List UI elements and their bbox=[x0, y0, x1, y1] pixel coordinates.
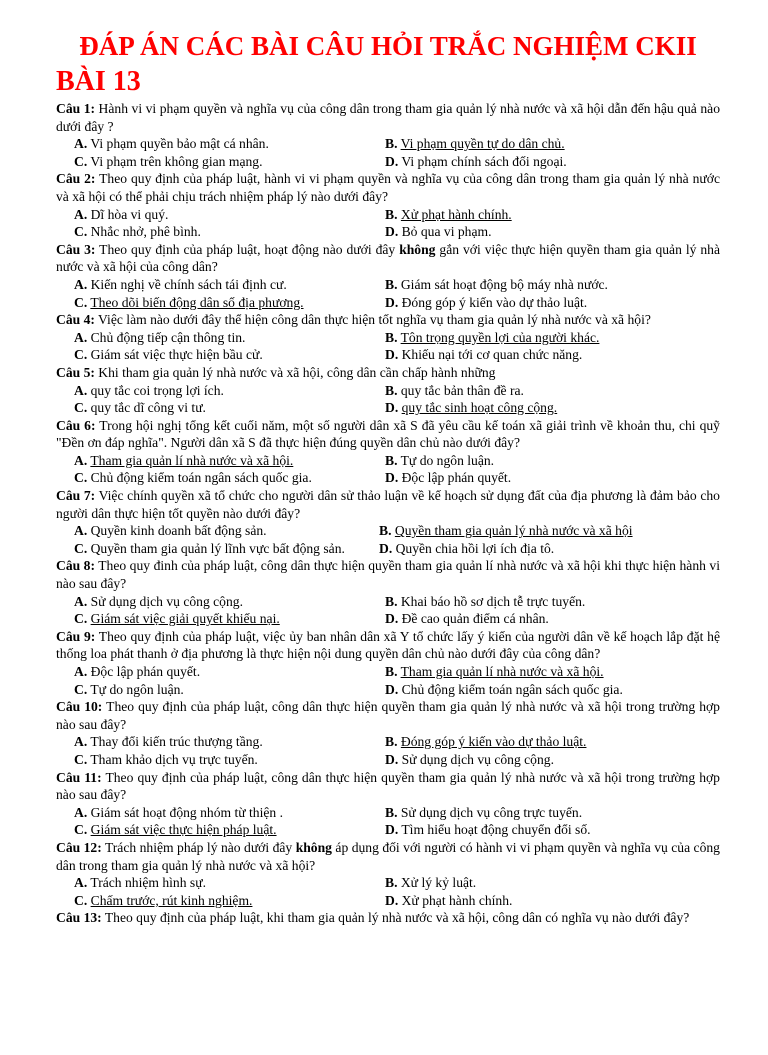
option-text: Bỏ qua vi phạm. bbox=[398, 224, 492, 240]
question-label: Câu 8: bbox=[56, 558, 95, 574]
question-block bbox=[56, 170, 720, 240]
question-text bbox=[56, 417, 720, 452]
question-text bbox=[56, 698, 720, 733]
option-text: Sử dụng dịch vụ công cộng. bbox=[87, 593, 243, 609]
question-stem: Việc làm nào dưới đây thể hiện công dân thực hiện tốt nghĩa vụ tham gia quản lý nhà nước và xã hội? bbox=[94, 312, 651, 328]
answer-option bbox=[74, 733, 385, 751]
question-text bbox=[56, 241, 720, 276]
question-label: Câu 11: bbox=[56, 769, 102, 785]
correct-answer-text: Xử phạt hành chính. bbox=[400, 206, 512, 222]
answer-option bbox=[74, 751, 385, 769]
question-stem: Theo quy định của pháp luật, khi tham gia quản lý nhà nước và xã hội, công dân có nghĩa vụ nào dưới đây? bbox=[101, 910, 690, 926]
correct-answer-text: Đóng góp ý kiến vào dự thảo luật. bbox=[400, 734, 587, 750]
option-letter: B. bbox=[385, 875, 398, 891]
option-text: Trách nhiệm hình sự. bbox=[87, 875, 206, 891]
option-text: Tham khảo dịch vụ trực tuyến. bbox=[87, 751, 258, 767]
question-stem: Khi tham gia quản lý nhà nước và xã hội, công dân cần chấp hành những bbox=[94, 364, 496, 380]
question-label: Câu 6: bbox=[56, 417, 96, 433]
question-label: Câu 5: bbox=[56, 364, 95, 380]
answer-option bbox=[74, 294, 385, 312]
option-letter: C. bbox=[74, 822, 88, 838]
option-letter: B. bbox=[385, 593, 398, 609]
document-title: ĐÁP ÁN CÁC BÀI CÂU HỎI TRẮC NGHIỆM CKII bbox=[79, 31, 697, 61]
question-stem: Theo quy định của pháp luật, công dân thực hiện quyền tham gia quản lý nhà nước và xã hội trong trường hợp nào sau đây? bbox=[56, 699, 720, 732]
answer-option bbox=[74, 469, 385, 487]
answer-option bbox=[385, 804, 720, 822]
question-label: Câu 9: bbox=[56, 628, 96, 644]
question-label: Câu 13: bbox=[56, 910, 102, 926]
option-text: Quyền kinh doanh bất động sản. bbox=[87, 523, 267, 539]
option-text: Chủ động kiểm toán ngân sách quốc gia. bbox=[87, 470, 312, 486]
answer-option bbox=[385, 610, 720, 628]
question-text bbox=[56, 170, 720, 205]
option-text: Vi phạm trên không gian mạng. bbox=[87, 153, 263, 169]
option-letter: C. bbox=[74, 400, 88, 416]
option-letter: C. bbox=[74, 540, 88, 556]
question-label: Câu 10: bbox=[56, 699, 103, 715]
option-letter: C. bbox=[74, 294, 88, 310]
lesson-heading: BÀI 13 bbox=[56, 66, 141, 97]
answer-option bbox=[385, 223, 720, 241]
option-text: Xử lý kỷ luật. bbox=[397, 875, 477, 891]
option-letter: A. bbox=[74, 734, 88, 750]
correct-answer-text: Tham gia quản lí nhà nước và xã hội. bbox=[90, 452, 294, 468]
option-letter: B. bbox=[379, 523, 392, 539]
answer-option bbox=[74, 206, 385, 224]
question-stem: Theo quy đinh của pháp luật, công dân thực hiện quyền tham gia quản lí nhà nước và xã hội khi thực hiện hành vi nào sau đây? bbox=[56, 558, 720, 592]
option-text: Tự do ngôn luận. bbox=[397, 452, 495, 468]
option-letter: A. bbox=[74, 136, 88, 152]
option-text: Vi phạm quyền bảo mật cá nhân. bbox=[87, 136, 269, 152]
question-stem: Theo quy định của pháp luật, việc ủy ban nhân dân xã Y tổ chức lấy ý kiến của người dân về kế hoạch lắp đặt hệ thống loa phát thanh ở địa phương là thực hiện nội dung quyền dân chủ nào dưới đây của công dân? bbox=[56, 628, 720, 662]
option-text: Khiếu nại tới cơ quan chức năng. bbox=[398, 347, 583, 363]
answer-option bbox=[385, 593, 720, 611]
answer-option bbox=[385, 135, 720, 153]
option-letter: B. bbox=[385, 329, 398, 345]
correct-answer-text: Vi phạm quyền tự do dân chủ. bbox=[400, 136, 565, 152]
question-text bbox=[56, 909, 720, 927]
question-block bbox=[56, 417, 720, 487]
option-text: Xử phạt hành chính. bbox=[398, 892, 513, 908]
question-stem: Theo quy định của pháp luật, công dân thực hiện quyền tham gia quản lý nhà nước và xã hội trong trường hợp nào sau đây? bbox=[56, 769, 720, 803]
option-text: Tự do ngôn luận. bbox=[87, 681, 184, 697]
option-letter: C. bbox=[74, 224, 88, 240]
question-keyword: không bbox=[399, 241, 436, 257]
correct-answer-text: Chấm trước, rút kinh nghiệm. bbox=[90, 892, 253, 908]
answer-options bbox=[56, 522, 720, 557]
correct-answer-text: Theo dõi biến động dân số địa phương. bbox=[90, 294, 304, 310]
option-letter: B. bbox=[385, 276, 398, 292]
option-text: Giám sát hoạt động bộ máy nhà nước. bbox=[397, 276, 608, 292]
option-text: Quyền chia hồi lợi ích địa tô. bbox=[392, 540, 555, 556]
correct-answer-text: Giám sát việc thực hiện pháp luật. bbox=[90, 822, 277, 838]
option-letter: A. bbox=[74, 382, 88, 398]
option-letter: D. bbox=[385, 681, 399, 697]
option-text: Kiến nghị về chính sách tái định cư. bbox=[87, 276, 287, 292]
question-label: Câu 3: bbox=[56, 241, 96, 257]
option-letter: A. bbox=[74, 875, 88, 891]
answer-option bbox=[385, 751, 720, 769]
question-text bbox=[56, 769, 720, 804]
answer-options bbox=[56, 329, 720, 364]
correct-answer-text: Tham gia quản lí nhà nước và xã hội. bbox=[400, 664, 604, 679]
option-letter: C. bbox=[74, 892, 88, 908]
option-letter: A. bbox=[74, 523, 88, 539]
option-text: Dĩ hòa vi quý. bbox=[87, 206, 169, 222]
answer-options bbox=[56, 804, 720, 839]
answer-option bbox=[385, 382, 720, 400]
option-letter: D. bbox=[385, 224, 399, 240]
correct-answer-text: Tôn trọng quyền lợi của người khác. bbox=[400, 329, 600, 345]
option-text: quy tắc coi trọng lợi ích. bbox=[87, 382, 224, 398]
question-stem: Theo quy định của pháp luật, hoạt động nào dưới đây bbox=[95, 241, 400, 257]
option-text: Vi phạm chính sách đối ngoại. bbox=[398, 153, 567, 169]
option-letter: A. bbox=[74, 804, 88, 820]
question-text bbox=[56, 100, 720, 135]
correct-answer-text: Giám sát việc giải quyết khiếu nại. bbox=[90, 611, 280, 627]
question-block bbox=[56, 769, 720, 839]
option-letter: D. bbox=[385, 892, 399, 908]
answer-option bbox=[74, 663, 385, 681]
option-text: Chủ động tiếp cận thông tin. bbox=[87, 329, 246, 345]
question-text bbox=[56, 628, 720, 663]
answer-option bbox=[385, 663, 720, 681]
answer-option bbox=[385, 399, 720, 417]
answer-option bbox=[385, 206, 720, 224]
correct-answer-text: Quyền tham gia quản lý nhà nước và xã hội bbox=[394, 523, 633, 539]
question-block bbox=[56, 311, 720, 364]
question-block bbox=[56, 839, 720, 909]
question-block bbox=[56, 100, 720, 170]
question-label: Câu 4: bbox=[56, 312, 95, 328]
option-letter: D. bbox=[385, 400, 399, 416]
option-letter: C. bbox=[74, 611, 88, 627]
option-letter: A. bbox=[74, 593, 88, 609]
option-letter: D. bbox=[385, 470, 399, 486]
question-stem: Trách nhiệm pháp lý nào dưới đây bbox=[101, 839, 296, 855]
correct-answer-text: quy tắc sinh hoạt công cộng. bbox=[401, 400, 558, 416]
question-label: Câu 2: bbox=[56, 171, 96, 187]
question-stem: Hành vi vi phạm quyền và nghĩa vụ của công dân trong tham gia quản lý nhà nước và xã hội dẫn đến hậu quả nào dưới đây ? bbox=[56, 101, 720, 134]
answer-option bbox=[74, 329, 385, 347]
answer-option bbox=[385, 294, 720, 312]
option-letter: A. bbox=[74, 276, 88, 292]
question-stem: Trong hội nghị tổng kết cuối năm, một số người dân xã S đã yêu cầu kế toán xã giải trình về khoản thu, chi quỹ "Đền ơn đáp nghĩa". Người dân xã S đã thực hiện đúng quyền dân chủ nào dưới đây? bbox=[56, 417, 720, 451]
option-text: Đề cao quản điểm cá nhân. bbox=[398, 611, 549, 627]
option-letter: B. bbox=[385, 804, 398, 820]
option-letter: C. bbox=[74, 347, 88, 363]
option-text: Nhắc nhở, phê bình. bbox=[87, 224, 201, 240]
question-keyword: không bbox=[295, 839, 332, 855]
question-block bbox=[56, 698, 720, 768]
option-letter: B. bbox=[385, 206, 398, 222]
option-text: Quyền tham gia quản lý lĩnh vực bất động sản. bbox=[87, 540, 345, 556]
option-letter: D. bbox=[385, 294, 399, 310]
question-block bbox=[56, 487, 720, 557]
option-text: quy tắc dĩ công vi tư. bbox=[87, 400, 206, 416]
answer-options bbox=[56, 663, 720, 698]
question-text bbox=[56, 311, 720, 329]
answer-option bbox=[74, 821, 385, 839]
question-text bbox=[56, 364, 720, 382]
option-letter: A. bbox=[74, 664, 88, 679]
answer-options bbox=[56, 135, 720, 170]
question-block bbox=[56, 364, 720, 417]
question-stem: Theo quy định của pháp luật, hành vi vi phạm quyền và nghĩa vụ của công dân trong tham gia quản lý nhà nước và xã hội có thể phải chịu trách nhiệm pháp lý nào dưới đây? bbox=[56, 171, 721, 204]
answer-option bbox=[385, 346, 720, 364]
question-label: Câu 1: bbox=[56, 101, 96, 116]
answer-option bbox=[74, 452, 385, 470]
answer-option bbox=[74, 153, 385, 171]
option-text: Sử dụng dịch vụ công cộng. bbox=[398, 751, 554, 767]
answer-option bbox=[74, 681, 385, 699]
question-stem-continued: áp dụng đối với người có hành vi vi phạm quyền và nghĩa vụ của công dân trong tham gia quản lý nhà nước và xã hội? bbox=[56, 839, 720, 873]
option-letter: C. bbox=[74, 470, 88, 486]
option-letter: D. bbox=[385, 611, 399, 627]
option-text: Độc lập phán quyết. bbox=[87, 664, 201, 679]
option-letter: C. bbox=[74, 751, 88, 767]
answer-option bbox=[74, 346, 385, 364]
option-text: Sử dụng dịch vụ công trực tuyến. bbox=[397, 804, 583, 820]
answer-option bbox=[379, 522, 720, 540]
answer-options bbox=[56, 276, 720, 311]
option-letter: A. bbox=[74, 206, 88, 222]
option-letter: A. bbox=[74, 329, 88, 345]
question-text bbox=[56, 839, 720, 874]
answer-option bbox=[385, 733, 720, 751]
answer-options bbox=[56, 733, 720, 768]
option-letter: B. bbox=[385, 136, 398, 152]
option-letter: B. bbox=[385, 382, 398, 398]
option-letter: D. bbox=[385, 347, 399, 363]
answer-option bbox=[385, 469, 720, 487]
option-text: Độc lập phán quyết. bbox=[398, 470, 512, 486]
option-text: Thay đổi kiến trúc thượng tầng. bbox=[87, 734, 263, 750]
option-letter: C. bbox=[74, 153, 88, 169]
question-text bbox=[56, 557, 720, 592]
answer-options bbox=[56, 382, 720, 417]
answer-option bbox=[74, 540, 379, 558]
answer-option bbox=[74, 135, 385, 153]
document-page bbox=[0, 31, 768, 1055]
answer-option bbox=[74, 874, 385, 892]
answer-option bbox=[385, 821, 720, 839]
answer-option bbox=[74, 223, 385, 241]
question-block bbox=[56, 628, 720, 698]
question-list bbox=[56, 100, 720, 927]
answer-option bbox=[74, 399, 385, 417]
answer-options bbox=[56, 452, 720, 487]
answer-option bbox=[385, 892, 720, 910]
answer-options bbox=[56, 593, 720, 628]
answer-option bbox=[74, 522, 379, 540]
answer-option bbox=[74, 593, 385, 611]
answer-option bbox=[385, 874, 720, 892]
answer-option bbox=[385, 681, 720, 699]
option-text: Giám sát hoạt động nhóm từ thiện . bbox=[87, 804, 283, 820]
option-text: Khai báo hồ sơ dịch tễ trực tuyến. bbox=[397, 593, 586, 609]
question-block bbox=[56, 557, 720, 627]
option-letter: A. bbox=[74, 452, 88, 468]
answer-option bbox=[74, 610, 385, 628]
answer-options bbox=[56, 874, 720, 909]
option-letter: D. bbox=[385, 751, 399, 767]
question-text bbox=[56, 487, 720, 522]
option-letter: D. bbox=[379, 540, 393, 556]
option-letter: C. bbox=[74, 681, 88, 697]
question-block bbox=[56, 241, 720, 311]
answer-option bbox=[385, 153, 720, 171]
question-stem-continued: gắn với việc thực hiện quyền tham gia quản lý nhà nước và xã hội của công dân? bbox=[56, 241, 720, 275]
question-block bbox=[56, 909, 720, 927]
option-text: Tìm hiểu hoạt động chuyển đổi số. bbox=[398, 822, 591, 838]
option-text: Chủ động kiểm toán ngân sách quốc gia. bbox=[398, 681, 623, 697]
option-text: Đóng góp ý kiến vào dự thảo luật. bbox=[398, 294, 588, 310]
question-label: Câu 7: bbox=[56, 488, 96, 504]
question-stem: Việc chính quyền xã tổ chức cho người dân sử thảo luận về kế hoạch sử dụng đất của địa phương là đảm bảo cho người dân thực hiện tốt quyền nào dưới đây? bbox=[56, 488, 720, 521]
option-text: Giám sát việc thực hiện bầu cử. bbox=[87, 347, 263, 363]
question-label: Câu 12: bbox=[56, 839, 102, 855]
answer-option bbox=[74, 804, 385, 822]
answer-option bbox=[74, 382, 385, 400]
answer-option bbox=[74, 892, 385, 910]
option-letter: B. bbox=[385, 452, 398, 468]
answer-option bbox=[385, 452, 720, 470]
option-letter: D. bbox=[385, 153, 399, 169]
option-letter: D. bbox=[385, 822, 399, 838]
answer-option bbox=[74, 276, 385, 294]
answer-option bbox=[385, 276, 720, 294]
option-text: quy tắc bản thân đề ra. bbox=[397, 382, 524, 398]
answer-option bbox=[379, 540, 720, 558]
answer-option bbox=[385, 329, 720, 347]
option-letter: B. bbox=[385, 664, 398, 679]
option-letter: B. bbox=[385, 734, 398, 750]
answer-options bbox=[56, 206, 720, 241]
